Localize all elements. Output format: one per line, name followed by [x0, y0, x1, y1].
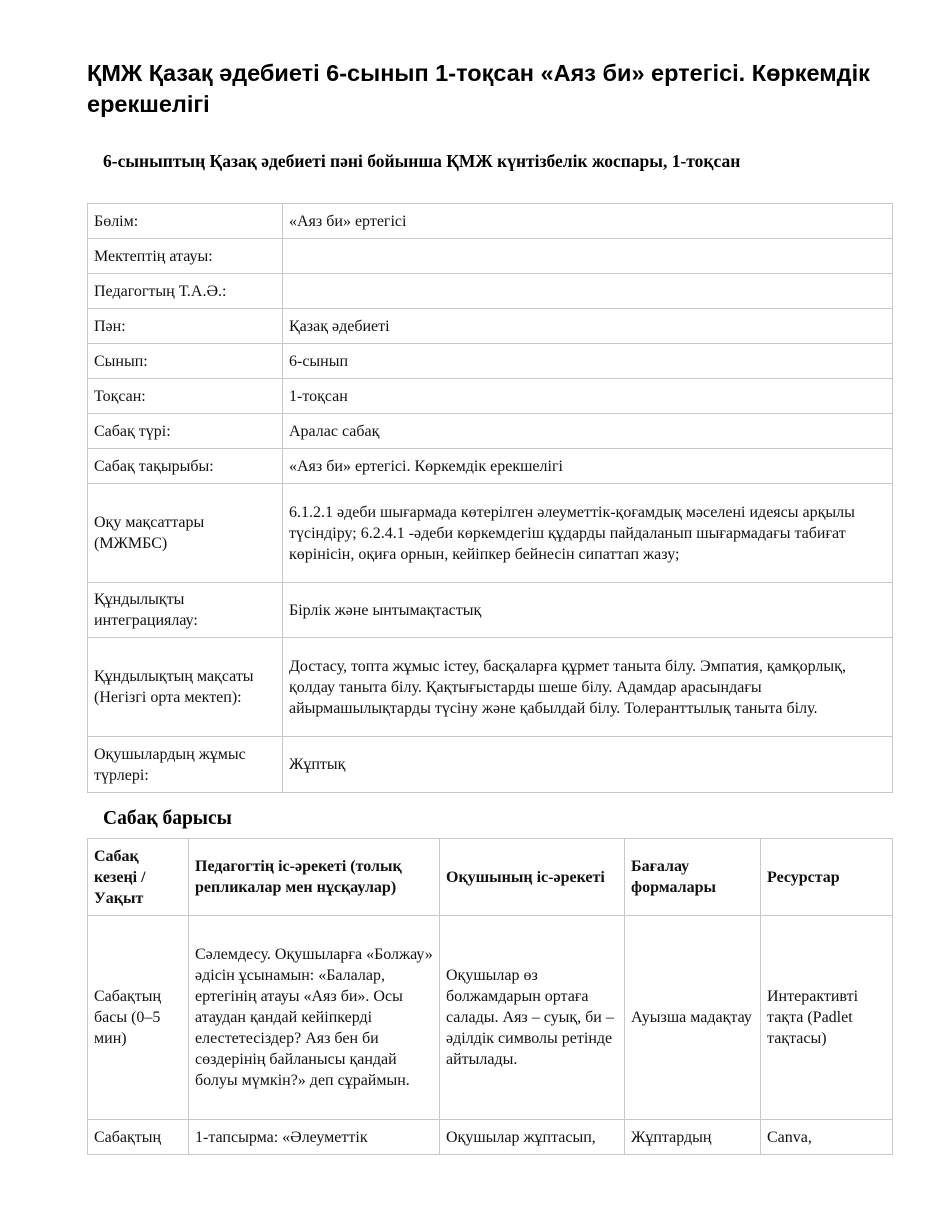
info-value	[283, 274, 893, 309]
lesson-assessment: Ауызша мадақтау	[625, 916, 761, 1120]
info-row-learning-objectives	[88, 484, 893, 583]
header-teacher-activity: Педагогтің іс-әрекеті (толық репликалар мен нұсқаулар)	[189, 839, 440, 916]
plan-subtitle: 6-сыныптың Қазақ әдебиеті пәні бойынша ҚМЖ күнтізбелік жоспары, 1-тоқсан	[103, 151, 741, 171]
info-value: Аралас сабақ	[283, 414, 893, 449]
info-row-value-goal	[88, 638, 893, 737]
info-label: Сынып:	[88, 344, 283, 379]
lesson-header-row	[88, 839, 893, 916]
lesson-progress-table	[87, 838, 893, 1155]
lesson-teacher-activity: 1-тапсырма: «Әлеуметтік	[189, 1120, 440, 1155]
lesson-progress-heading: Сабақ барысы	[103, 808, 232, 829]
info-row-subject	[88, 309, 893, 344]
info-label: Оқушылардың жұмыс түрлері:	[88, 737, 283, 793]
info-label: Педагогтың Т.А.Ә.:	[88, 274, 283, 309]
lesson-student-activity: Оқушылар өз болжамдарын ортаға салады. Аяз – суық, би – әділдік символы ретінде айтылады.	[440, 916, 625, 1120]
info-label: Құндылықты интеграциялау:	[88, 583, 283, 638]
info-label: Құндылықтың мақсаты (Негізгі орта мектеп):	[88, 638, 283, 737]
header-stage: Сабақ кезеңі / Уақыт	[88, 839, 189, 916]
info-value: Қазақ әдебиеті	[283, 309, 893, 344]
info-value: 6.1.2.1 әдеби шығармада көтерілген әлеуметтік-қоғамдық мәселені идеясы арқылы түсіндіру; 6.2.4.1 -әдеби көркемдегіш құдарды пайдаланып шығармадағы табиғат көрінісін, оқиға орнын, кейіпкер бейнесін сипаттап жазу;	[283, 484, 893, 583]
header-student-activity: Оқушының іс-әрекеті	[440, 839, 625, 916]
lesson-student-activity: Оқушылар жұптасып,	[440, 1120, 625, 1155]
info-value: Бірлік және ынтымақтастық	[283, 583, 893, 638]
info-row-grade	[88, 344, 893, 379]
lesson-row	[88, 916, 893, 1120]
header-resources: Ресурстар	[761, 839, 893, 916]
info-value: 6-сынып	[283, 344, 893, 379]
info-label: Мектептің атауы:	[88, 239, 283, 274]
info-value: «Аяз би» ертегісі	[283, 204, 893, 239]
info-label: Сабақ тақырыбы:	[88, 449, 283, 484]
lesson-assessment: Жұптардың	[625, 1120, 761, 1155]
info-label: Оқу мақсаттары (МЖМБС)	[88, 484, 283, 583]
info-label: Бөлім:	[88, 204, 283, 239]
info-value	[283, 239, 893, 274]
info-value: Достасу, топта жұмыс істеу, басқаларға құрмет таныта білу. Эмпатия, қамқорлық, қолдау таныта білу. Қақтығыстарды шеше білу. Адамдар арасындағы айырмашылықтарды түсіну және қабылдай білу. Толеранттылық таныта білу.	[283, 638, 893, 737]
lesson-info-table	[87, 203, 893, 793]
lesson-stage: Сабақтың басы (0–5 мин)	[88, 916, 189, 1120]
lesson-teacher-activity: Сәлемдесу. Оқушыларға «Болжау» әдісін ұсынамын: «Балалар, ертегінің атауы «Аяз би». Осы атаудан қандай кейіпкерді елестетесіздер? Аяз бен би сөздерінің байланысы қандай болуы мүмкін?» деп сұраймын.	[189, 916, 440, 1120]
lesson-resources: Интерактивті тақта (Padlet тақтасы)	[761, 916, 893, 1120]
info-row-value-integration	[88, 583, 893, 638]
info-row-lesson-topic	[88, 449, 893, 484]
info-row-section	[88, 204, 893, 239]
info-row-term	[88, 379, 893, 414]
lesson-resources: Canva,	[761, 1120, 893, 1155]
info-row-lesson-type	[88, 414, 893, 449]
lesson-stage: Сабақтың	[88, 1120, 189, 1155]
info-label: Тоқсан:	[88, 379, 283, 414]
info-value: Жұптық	[283, 737, 893, 793]
info-label: Сабақ түрі:	[88, 414, 283, 449]
document-title: ҚМЖ Қазақ әдебиеті 6-сынып 1-тоқсан «Аяз би» ертегісі. Көркемдік ерекшелігі	[87, 60, 870, 117]
info-row-school	[88, 239, 893, 274]
lesson-row	[88, 1120, 893, 1155]
info-row-work-forms	[88, 737, 893, 793]
info-value: 1-тоқсан	[283, 379, 893, 414]
header-assessment: Бағалау формалары	[625, 839, 761, 916]
info-label: Пән:	[88, 309, 283, 344]
info-value: «Аяз би» ертегісі. Көркемдік ерекшелігі	[283, 449, 893, 484]
info-row-teacher	[88, 274, 893, 309]
